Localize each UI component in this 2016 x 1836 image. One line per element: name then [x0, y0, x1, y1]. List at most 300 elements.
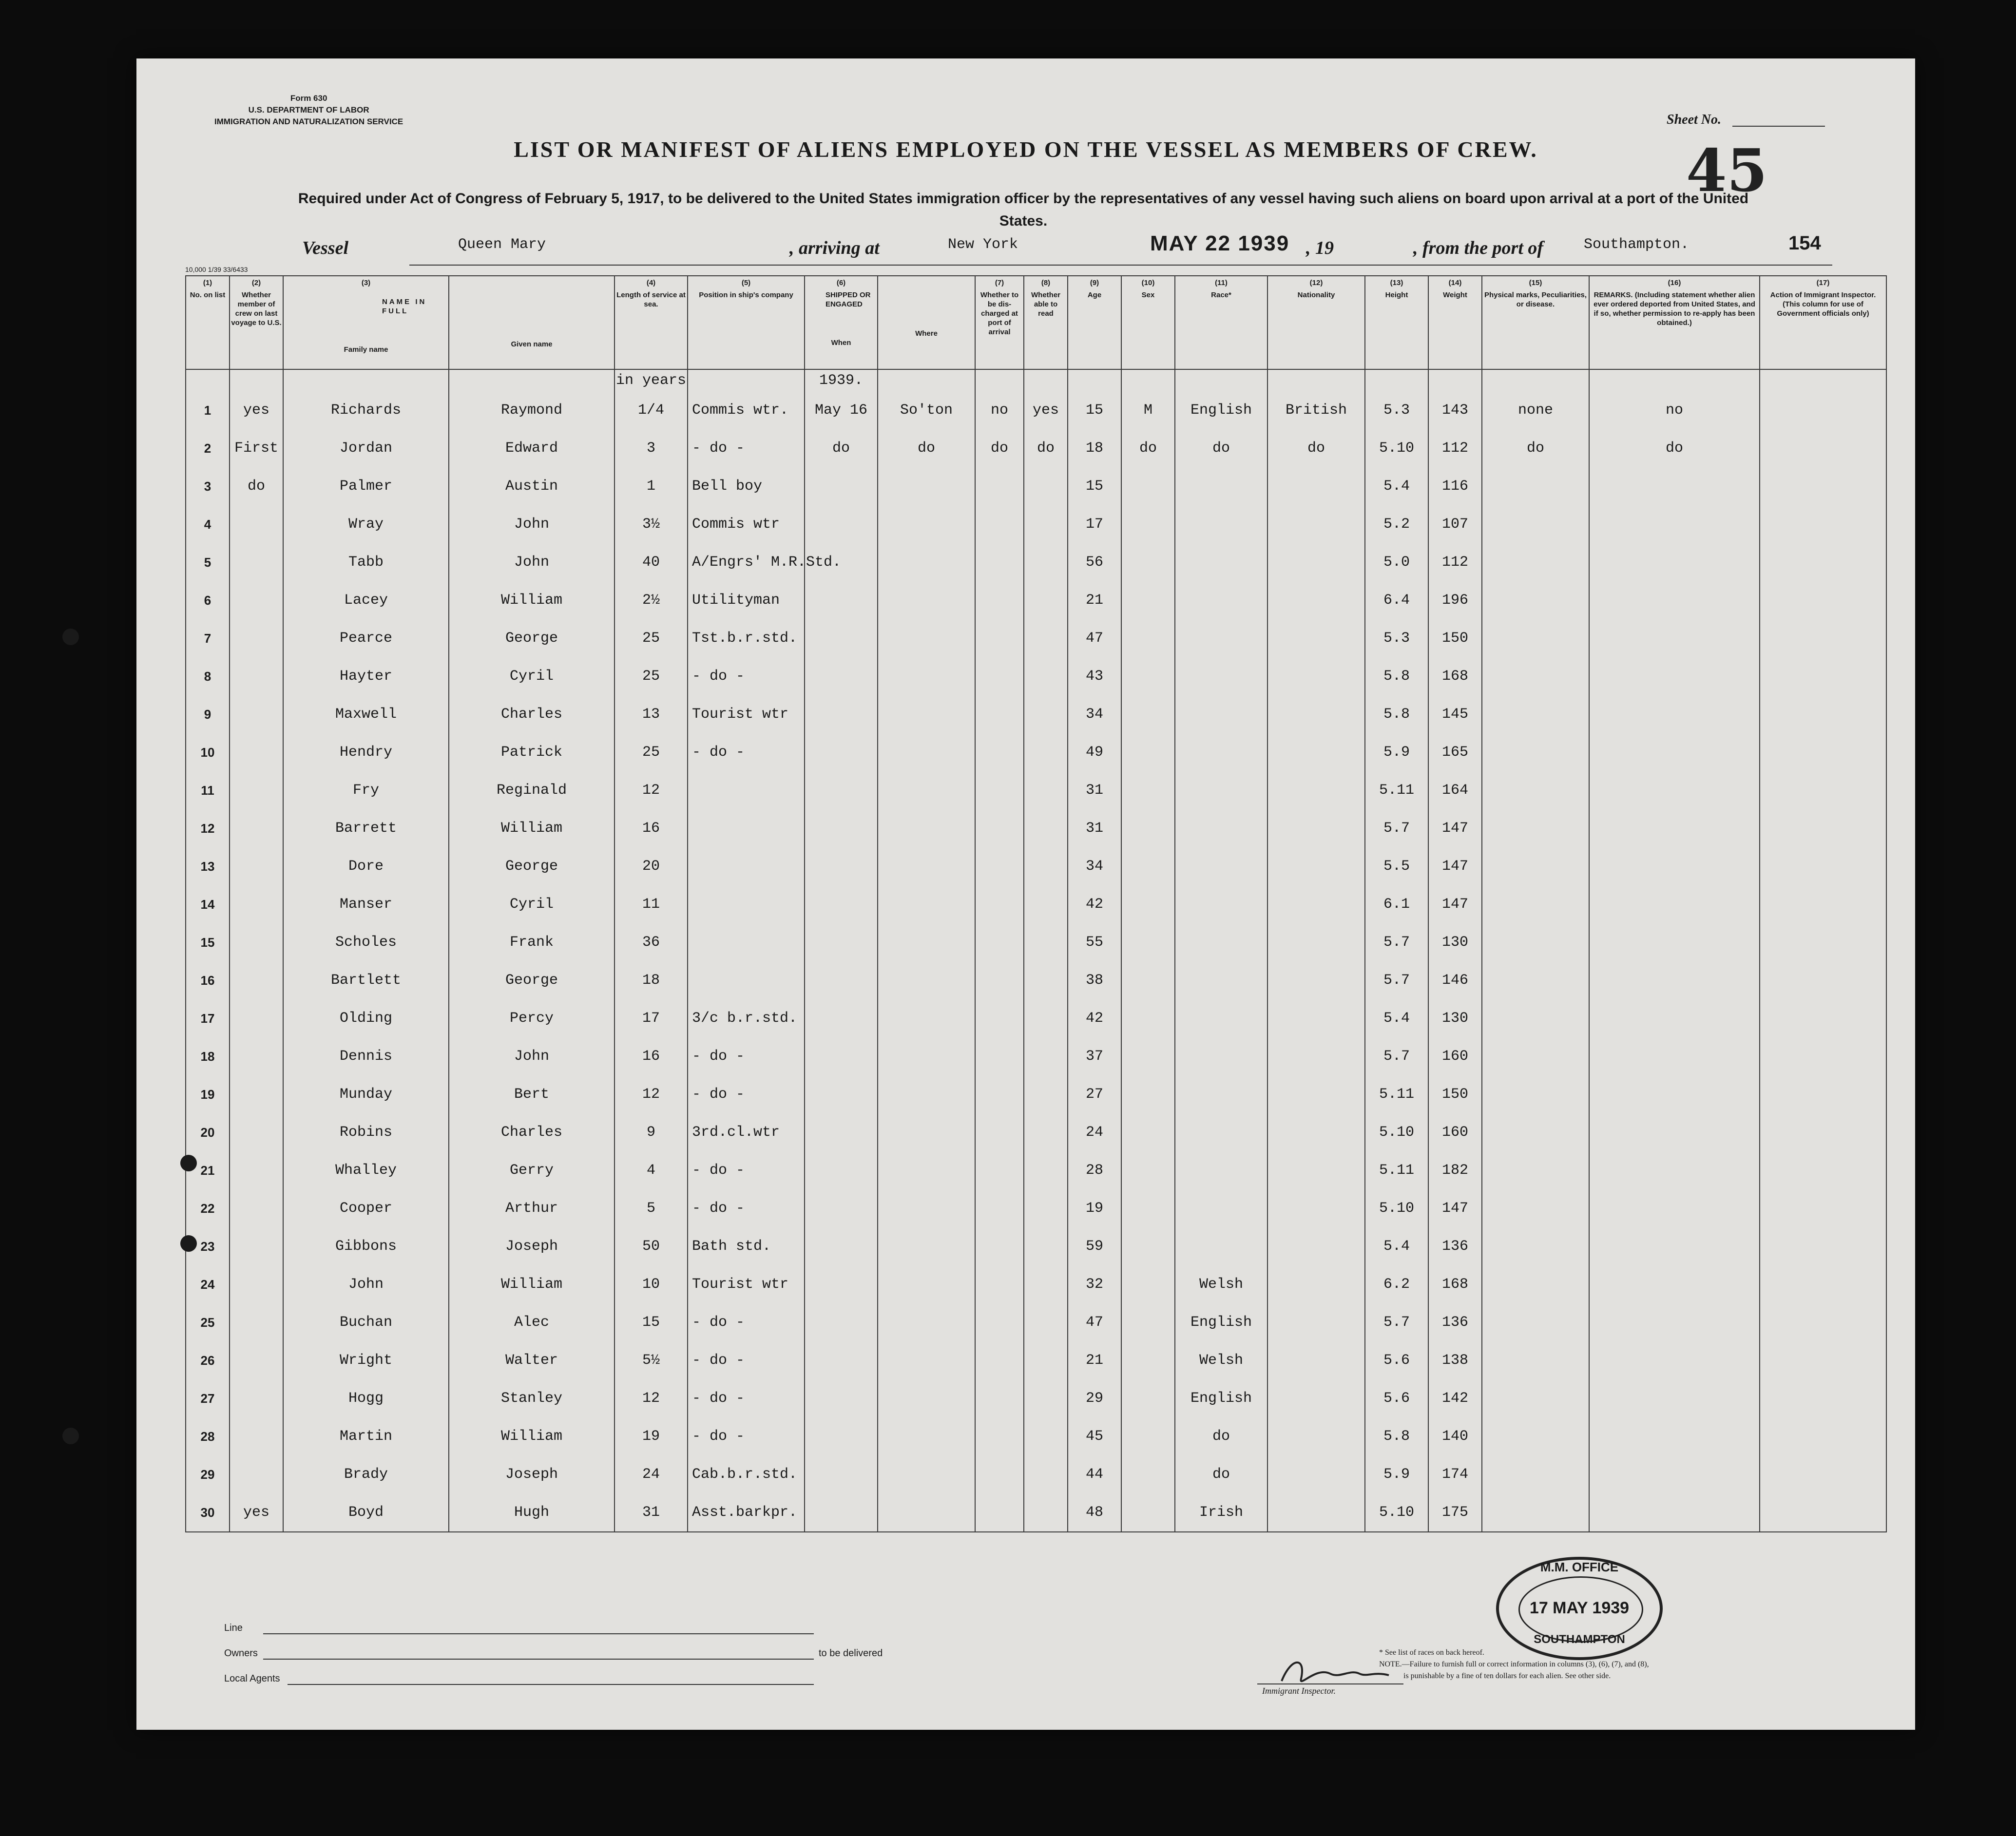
col-header-remarks: (16) REMARKS. (Including statement whether alien ever ordered deported from United States, and if so, whether permission to re-apply has been obtained.) — [1589, 276, 1760, 369]
race: English — [1175, 1303, 1267, 1341]
family-name: Brady — [283, 1455, 449, 1493]
weight: 147 — [1428, 809, 1482, 847]
race — [1175, 1075, 1267, 1113]
crew-manifest-table — [185, 275, 1887, 1532]
sex — [1121, 467, 1175, 505]
shipped-when — [805, 619, 878, 657]
length-of-service: 25 — [614, 657, 688, 695]
line-number: 11 — [186, 771, 230, 809]
able-to-read — [1024, 467, 1068, 505]
owners-underline — [263, 1659, 814, 1660]
given-name: Joseph — [449, 1455, 614, 1493]
inspector-action — [1760, 771, 1886, 809]
able-to-read — [1024, 1455, 1068, 1493]
weight: 145 — [1428, 695, 1482, 733]
inspector-action — [1760, 923, 1886, 961]
manifest-sheet — [136, 58, 1915, 1730]
inspector-action — [1760, 695, 1886, 733]
name-in-full-label: NAME IN FULL — [382, 298, 427, 315]
line-number: 23 — [186, 1227, 230, 1265]
shipped-where — [878, 1493, 975, 1532]
remarks — [1589, 771, 1760, 809]
position: - do - — [688, 1037, 805, 1075]
col-header-able-to-read: (8) Whether able to read — [1024, 276, 1068, 369]
able-to-read — [1024, 733, 1068, 771]
height: 5.10 — [1365, 1113, 1428, 1151]
sex — [1121, 923, 1175, 961]
nationality — [1267, 999, 1365, 1037]
sex — [1121, 1265, 1175, 1303]
position: - do - — [688, 1417, 805, 1455]
shipped-where — [878, 467, 975, 505]
col-header-last-voyage: (2) Whether member of crew on last voyage to U.S. — [230, 276, 283, 369]
weight: 150 — [1428, 1075, 1482, 1113]
physical-marks — [1482, 771, 1589, 809]
age: 21 — [1068, 581, 1121, 619]
nationality — [1267, 1303, 1365, 1341]
discharged — [975, 1265, 1024, 1303]
position — [688, 847, 805, 885]
age: 29 — [1068, 1379, 1121, 1417]
remarks: do — [1589, 429, 1760, 467]
sex — [1121, 1037, 1175, 1075]
given-name: John — [449, 1037, 614, 1075]
weight: 150 — [1428, 619, 1482, 657]
position: - do - — [688, 1341, 805, 1379]
position: - do - — [688, 733, 805, 771]
race: English — [1175, 1379, 1267, 1417]
able-to-read — [1024, 961, 1068, 999]
race — [1175, 1151, 1267, 1189]
given-name: Gerry — [449, 1151, 614, 1189]
length-of-service: 11 — [614, 885, 688, 923]
sex — [1121, 1493, 1175, 1532]
weight: 116 — [1428, 467, 1482, 505]
height: 5.10 — [1365, 1189, 1428, 1227]
col-header-height: (13) Height — [1365, 276, 1428, 369]
position: Commis wtr. — [688, 391, 805, 429]
weight: 146 — [1428, 961, 1482, 999]
discharged — [975, 1493, 1024, 1532]
given-name: Frank — [449, 923, 614, 961]
shipped-when — [805, 1417, 878, 1455]
discharged — [975, 581, 1024, 619]
weight: 112 — [1428, 543, 1482, 581]
inspector-action — [1760, 1189, 1886, 1227]
shipped-where — [878, 581, 975, 619]
last-voyage — [230, 619, 283, 657]
shipped-where — [878, 1455, 975, 1493]
weight: 107 — [1428, 505, 1482, 543]
last-voyage — [230, 733, 283, 771]
inspector-action — [1760, 1113, 1886, 1151]
line-number: 9 — [186, 695, 230, 733]
physical-marks — [1482, 923, 1589, 961]
position: Tst.b.r.std. — [688, 619, 805, 657]
family-name: Boyd — [283, 1493, 449, 1532]
inspector-label: Immigrant Inspector. — [1262, 1686, 1336, 1696]
height: 5.3 — [1365, 619, 1428, 657]
line-number: 8 — [186, 657, 230, 695]
inspector-action — [1760, 1455, 1886, 1493]
discharged — [975, 1455, 1024, 1493]
nationality — [1267, 1417, 1365, 1455]
physical-marks — [1482, 1303, 1589, 1341]
arriving-label: , arriving at — [789, 238, 880, 258]
position — [688, 961, 805, 999]
position: Bell boy — [688, 467, 805, 505]
weight: 140 — [1428, 1417, 1482, 1455]
shipped-when — [805, 885, 878, 923]
position: - do - — [688, 1379, 805, 1417]
line-number: 20 — [186, 1113, 230, 1151]
position: Tourist wtr — [688, 695, 805, 733]
discharged — [975, 1303, 1024, 1341]
length-of-service: 36 — [614, 923, 688, 961]
race — [1175, 847, 1267, 885]
remarks — [1589, 543, 1760, 581]
sex — [1121, 1417, 1175, 1455]
given-name: Stanley — [449, 1379, 614, 1417]
col-header-inspector-action: (17) Action of Immigrant Inspector. (This column for use of Government officials only) — [1760, 276, 1886, 369]
nationality — [1267, 771, 1365, 809]
to-be-delivered-label: to be delivered — [819, 1648, 883, 1659]
col-header-age: (9) Age — [1068, 276, 1121, 369]
punch-hole — [180, 1235, 197, 1252]
line-number: 16 — [186, 961, 230, 999]
nationality — [1267, 1493, 1365, 1532]
page-title: LIST OR MANIFEST OF ALIENS EMPLOYED ON THE VESSEL AS MEMBERS OF CREW. — [514, 137, 1538, 162]
length-of-service: 4 — [614, 1151, 688, 1189]
able-to-read — [1024, 581, 1068, 619]
physical-marks — [1482, 543, 1589, 581]
position: - do - — [688, 657, 805, 695]
family-name: Martin — [283, 1417, 449, 1455]
able-to-read — [1024, 847, 1068, 885]
last-voyage — [230, 543, 283, 581]
physical-marks — [1482, 1151, 1589, 1189]
table-row — [186, 1189, 1886, 1227]
age: 34 — [1068, 695, 1121, 733]
remarks — [1589, 1113, 1760, 1151]
race — [1175, 619, 1267, 657]
sex: do — [1121, 429, 1175, 467]
given-name: Bert — [449, 1075, 614, 1113]
shipped-where — [878, 1227, 975, 1265]
age: 37 — [1068, 1037, 1121, 1075]
shipped-when — [805, 505, 878, 543]
table-row — [186, 1227, 1886, 1265]
nationality — [1267, 695, 1365, 733]
inspector-action — [1760, 505, 1886, 543]
sex — [1121, 505, 1175, 543]
shipped-when — [805, 695, 878, 733]
length-of-service: 5 — [614, 1189, 688, 1227]
discharged: do — [975, 429, 1024, 467]
position: 3/c b.r.std. — [688, 999, 805, 1037]
nationality — [1267, 1341, 1365, 1379]
age: 49 — [1068, 733, 1121, 771]
discharged — [975, 619, 1024, 657]
height: 5.7 — [1365, 1303, 1428, 1341]
weight: 112 — [1428, 429, 1482, 467]
shipped-where — [878, 1113, 975, 1151]
shipped-where — [878, 847, 975, 885]
discharged — [975, 1113, 1024, 1151]
line-number: 18 — [186, 1037, 230, 1075]
position: - do - — [688, 1303, 805, 1341]
shipped-where — [878, 1341, 975, 1379]
family-name: Pearce — [283, 619, 449, 657]
height: 5.8 — [1365, 695, 1428, 733]
height: 5.4 — [1365, 467, 1428, 505]
footnotes — [1379, 1647, 1649, 1682]
table-row — [186, 1075, 1886, 1113]
weight: 130 — [1428, 999, 1482, 1037]
line-number: 12 — [186, 809, 230, 847]
punch-hole — [62, 1428, 79, 1444]
position: Tourist wtr — [688, 1265, 805, 1303]
able-to-read — [1024, 1037, 1068, 1075]
family-name: Olding — [283, 999, 449, 1037]
height: 6.2 — [1365, 1265, 1428, 1303]
inspector-action — [1760, 467, 1886, 505]
table-row — [186, 467, 1886, 505]
family-name: Dore — [283, 847, 449, 885]
table-header-row — [186, 276, 1886, 369]
last-voyage — [230, 1037, 283, 1075]
height: 5.6 — [1365, 1379, 1428, 1417]
family-name: Wright — [283, 1341, 449, 1379]
last-voyage — [230, 771, 283, 809]
discharged — [975, 1151, 1024, 1189]
sex — [1121, 619, 1175, 657]
shipped-where — [878, 1265, 975, 1303]
physical-marks — [1482, 1493, 1589, 1532]
weight: 136 — [1428, 1303, 1482, 1341]
physical-marks — [1482, 695, 1589, 733]
line-number: 7 — [186, 619, 230, 657]
table-row — [186, 1417, 1886, 1455]
able-to-read — [1024, 543, 1068, 581]
sex — [1121, 543, 1175, 581]
line-number: 4 — [186, 505, 230, 543]
remarks — [1589, 1265, 1760, 1303]
age: 59 — [1068, 1227, 1121, 1265]
col-header-weight: (14) Weight — [1428, 276, 1482, 369]
remarks — [1589, 1303, 1760, 1341]
age: 45 — [1068, 1417, 1121, 1455]
weight: 164 — [1428, 771, 1482, 809]
inspector-action — [1760, 885, 1886, 923]
race — [1175, 771, 1267, 809]
shipped-where — [878, 1379, 975, 1417]
remarks — [1589, 1455, 1760, 1493]
weight: 147 — [1428, 847, 1482, 885]
able-to-read — [1024, 1113, 1068, 1151]
family-name: Wray — [283, 505, 449, 543]
age: 55 — [1068, 923, 1121, 961]
given-name: George — [449, 961, 614, 999]
given-name: Arthur — [449, 1189, 614, 1227]
shipped-when — [805, 961, 878, 999]
physical-marks — [1482, 619, 1589, 657]
remarks — [1589, 847, 1760, 885]
shipped-where — [878, 505, 975, 543]
race — [1175, 733, 1267, 771]
last-voyage — [230, 1075, 283, 1113]
shipped-where — [878, 1037, 975, 1075]
line-number: 17 — [186, 999, 230, 1037]
given-name: Charles — [449, 1113, 614, 1151]
family-name: Fry — [283, 771, 449, 809]
age: 42 — [1068, 999, 1121, 1037]
length-of-service: 40 — [614, 543, 688, 581]
sex — [1121, 999, 1175, 1037]
sex: M — [1121, 391, 1175, 429]
sex — [1121, 695, 1175, 733]
nationality — [1267, 1037, 1365, 1075]
shipped-when — [805, 1455, 878, 1493]
shipped-when — [805, 581, 878, 619]
physical-marks — [1482, 809, 1589, 847]
shipped-where — [878, 657, 975, 695]
race — [1175, 581, 1267, 619]
weight: 160 — [1428, 1037, 1482, 1075]
col-header-position: (5) Position in ship's company — [688, 276, 805, 369]
position — [688, 809, 805, 847]
length-of-service: 3½ — [614, 505, 688, 543]
family-name: Hayter — [283, 657, 449, 695]
print-code: 10,000 1/39 33/6433 — [185, 266, 248, 273]
able-to-read — [1024, 809, 1068, 847]
race — [1175, 1227, 1267, 1265]
position: Commis wtr — [688, 505, 805, 543]
col-header-given-name: Given name — [449, 276, 614, 369]
last-voyage: yes — [230, 1493, 283, 1532]
length-of-service: 19 — [614, 1417, 688, 1455]
physical-marks — [1482, 999, 1589, 1037]
shipped-where — [878, 771, 975, 809]
shipped-where — [878, 1075, 975, 1113]
height: 5.9 — [1365, 733, 1428, 771]
discharged — [975, 467, 1024, 505]
shipped-where — [878, 733, 975, 771]
discharged — [975, 999, 1024, 1037]
able-to-read — [1024, 1493, 1068, 1532]
shipped-when — [805, 847, 878, 885]
position: - do - — [688, 429, 805, 467]
length-of-service: 15 — [614, 1303, 688, 1341]
nationality — [1267, 505, 1365, 543]
length-of-service: 1/4 — [614, 391, 688, 429]
height: 5.2 — [1365, 505, 1428, 543]
shipped-when — [805, 1227, 878, 1265]
remarks — [1589, 961, 1760, 999]
nationality — [1267, 1265, 1365, 1303]
vessel-label: Vessel — [302, 238, 348, 258]
position: Bath std. — [688, 1227, 805, 1265]
family-name: Munday — [283, 1075, 449, 1113]
sex — [1121, 961, 1175, 999]
shipped-when — [805, 771, 878, 809]
sex — [1121, 1151, 1175, 1189]
remarks — [1589, 923, 1760, 961]
physical-marks — [1482, 1455, 1589, 1493]
remarks — [1589, 1417, 1760, 1455]
line-number: 3 — [186, 467, 230, 505]
arrival-port: New York — [948, 236, 1018, 253]
last-voyage — [230, 695, 283, 733]
height: 5.11 — [1365, 771, 1428, 809]
family-name: Cooper — [283, 1189, 449, 1227]
table-row — [186, 619, 1886, 657]
able-to-read — [1024, 1303, 1068, 1341]
year-label: , 19 — [1306, 238, 1334, 258]
weight: 130 — [1428, 923, 1482, 961]
page-subtitle: Required under Act of Congress of February 5, 1917, to be delivered to the United States immigration officer by the representatives of any vessel having such aliens on board upon arrival at a port of the United States. — [298, 191, 1749, 229]
length-of-service: 13 — [614, 695, 688, 733]
length-of-service: 25 — [614, 733, 688, 771]
age: 56 — [1068, 543, 1121, 581]
sex — [1121, 1379, 1175, 1417]
table-row — [186, 1151, 1886, 1189]
height: 5.11 — [1365, 1075, 1428, 1113]
able-to-read — [1024, 1379, 1068, 1417]
penalty-note-line-2: is punishable by a fine of ten dollars for each alien. See other side. — [1403, 1672, 1611, 1680]
stamp-office: M.M. OFFICE — [1540, 1560, 1619, 1574]
age: 47 — [1068, 619, 1121, 657]
length-of-service: 16 — [614, 1037, 688, 1075]
length-of-service: 3 — [614, 429, 688, 467]
sex — [1121, 1113, 1175, 1151]
nationality: British — [1267, 391, 1365, 429]
discharged — [975, 1037, 1024, 1075]
height: 5.10 — [1365, 429, 1428, 467]
age: 48 — [1068, 1493, 1121, 1532]
able-to-read — [1024, 923, 1068, 961]
physical-marks — [1482, 1227, 1589, 1265]
race: Irish — [1175, 1493, 1267, 1532]
able-to-read — [1024, 1189, 1068, 1227]
last-voyage: do — [230, 467, 283, 505]
physical-marks — [1482, 1037, 1589, 1075]
table-row — [186, 1379, 1886, 1417]
weight: 175 — [1428, 1493, 1482, 1532]
physical-marks — [1482, 1075, 1589, 1113]
shipped-when — [805, 1379, 878, 1417]
table-row — [186, 1341, 1886, 1379]
line-number: 13 — [186, 847, 230, 885]
weight: 147 — [1428, 885, 1482, 923]
able-to-read — [1024, 1341, 1068, 1379]
given-name: Edward — [449, 429, 614, 467]
physical-marks — [1482, 961, 1589, 999]
length-of-service: 24 — [614, 1455, 688, 1493]
shipped-where — [878, 961, 975, 999]
inspector-action — [1760, 1075, 1886, 1113]
shipped-when — [805, 1151, 878, 1189]
table-row — [186, 1303, 1886, 1341]
physical-marks — [1482, 1379, 1589, 1417]
given-name: Alec — [449, 1303, 614, 1341]
remarks — [1589, 1227, 1760, 1265]
given-name: William — [449, 581, 614, 619]
position: Asst.barkpr. — [688, 1493, 805, 1532]
height: 5.7 — [1365, 961, 1428, 999]
race: do — [1175, 429, 1267, 467]
line-number: 15 — [186, 923, 230, 961]
